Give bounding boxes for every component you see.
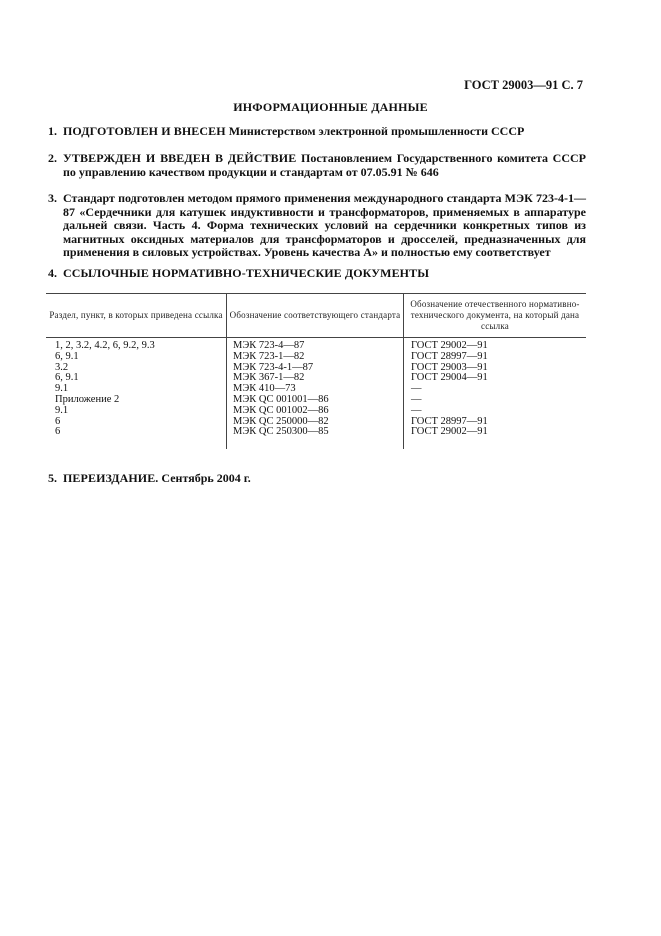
- table-cell: ГОСТ 28997—91: [411, 415, 488, 427]
- table-cell: 6, 9.1: [55, 372, 79, 384]
- item-text: Постановлением Государственного комитета СССР по управлению качеством продукции и стандартам от 07.05.91 № 646: [63, 151, 586, 179]
- table-cell: ГОСТ 29004—91: [411, 372, 488, 384]
- info-item-1: [48, 125, 586, 139]
- column-standard-values: [233, 341, 329, 438]
- references-table: [46, 293, 586, 449]
- item-number: 2.: [48, 151, 57, 165]
- table-cell: 6: [55, 415, 61, 427]
- item-text: Министерством электронной промышленности СССР: [228, 124, 525, 138]
- item-text: Сентябрь 2004 г.: [161, 471, 251, 485]
- table-cell: 1, 2, 3.2, 4.2, 6, 9.2, 9.3: [55, 340, 155, 351]
- column-header-national-doc: Обозначение отечественного нормативно-технического документа, на который дана ссылка: [410, 298, 580, 331]
- section-heading: ССЫЛОЧНЫЕ НОРМАТИВНО-ТЕХНИЧЕСКИЕ ДОКУМЕНТЫ: [63, 266, 430, 280]
- table-cell: МЭК 367-1—82: [233, 372, 305, 384]
- item-lead: ПЕРЕИЗДАНИЕ.: [63, 471, 159, 485]
- table-header-rule: [46, 337, 586, 338]
- table-cell: 9.1: [55, 383, 69, 395]
- item-number: 5.: [48, 471, 57, 485]
- item-text: Стандарт подготовлен методом прямого применения международного стандарта МЭК 723-4-1—87 «Сердечники для катушек индуктивности и трансформаторов, применяемых в аппаратуре дальней связи. Часть 4. Форма технических условий на сердечники конкретных типов из магнитных оксидных материалов для трансформаторов и дросселей, предназначенных для применения в силовых устройствах. Уровень качества А» и полностью ему соответствует: [63, 191, 586, 259]
- table-cell: 6, 9.1: [55, 350, 79, 362]
- item-number: 1.: [48, 124, 57, 138]
- table-cell: ГОСТ 28997—91: [411, 350, 488, 362]
- table-cell: ГОСТ 29002—91: [411, 426, 488, 438]
- table-cell: МЭК 410—73: [233, 383, 296, 395]
- column-section-values: [55, 341, 155, 438]
- item-lead: УТВЕРЖДЕН И ВВЕДЕН В ДЕЙСТВИЕ: [63, 151, 297, 165]
- column-national-doc-values: [411, 341, 488, 438]
- table-cell: 9.1: [55, 404, 69, 416]
- table-cell: —: [411, 383, 422, 395]
- table-cell: МЭК 723-1—82: [233, 350, 305, 362]
- page-header: ГОСТ 29003—91 С. 7: [464, 78, 583, 92]
- item-number: 4.: [48, 266, 57, 280]
- column-header-section: Раздел, пункт, в которых приведена ссылка: [49, 309, 223, 320]
- column-header-standard: Обозначение соответствующего стандарта: [229, 309, 401, 320]
- table-cell: —: [411, 404, 422, 416]
- table-cell: МЭК QC 250300—85: [233, 426, 329, 438]
- table-cell: МЭК QC 001002—86: [233, 404, 329, 416]
- item-number: 3.: [48, 191, 57, 205]
- table-cell: МЭК QC 250000—82: [233, 415, 329, 427]
- table-cell: МЭК 723-4-1—87: [233, 361, 314, 373]
- info-item-4: [48, 267, 586, 281]
- table-cell: —: [411, 393, 422, 405]
- table-cell: МЭК QC 001001—86: [233, 393, 329, 405]
- table-cell: Приложение 2: [55, 393, 120, 405]
- table-cell: ГОСТ 29002—91: [411, 340, 488, 351]
- info-item-3: [48, 192, 586, 260]
- table-cell: МЭК 723-4—87: [233, 340, 305, 351]
- info-item-5: [48, 472, 586, 486]
- page-title: ИНФОРМАЦИОННЫЕ ДАННЫЕ: [233, 100, 428, 114]
- table-cell: 3.2: [55, 361, 69, 373]
- info-item-2: [48, 152, 586, 179]
- table-cell: ГОСТ 29003—91: [411, 361, 488, 373]
- item-lead: ПОДГОТОВЛЕН И ВНЕСЕН: [63, 124, 226, 138]
- table-cell: 6: [55, 426, 61, 438]
